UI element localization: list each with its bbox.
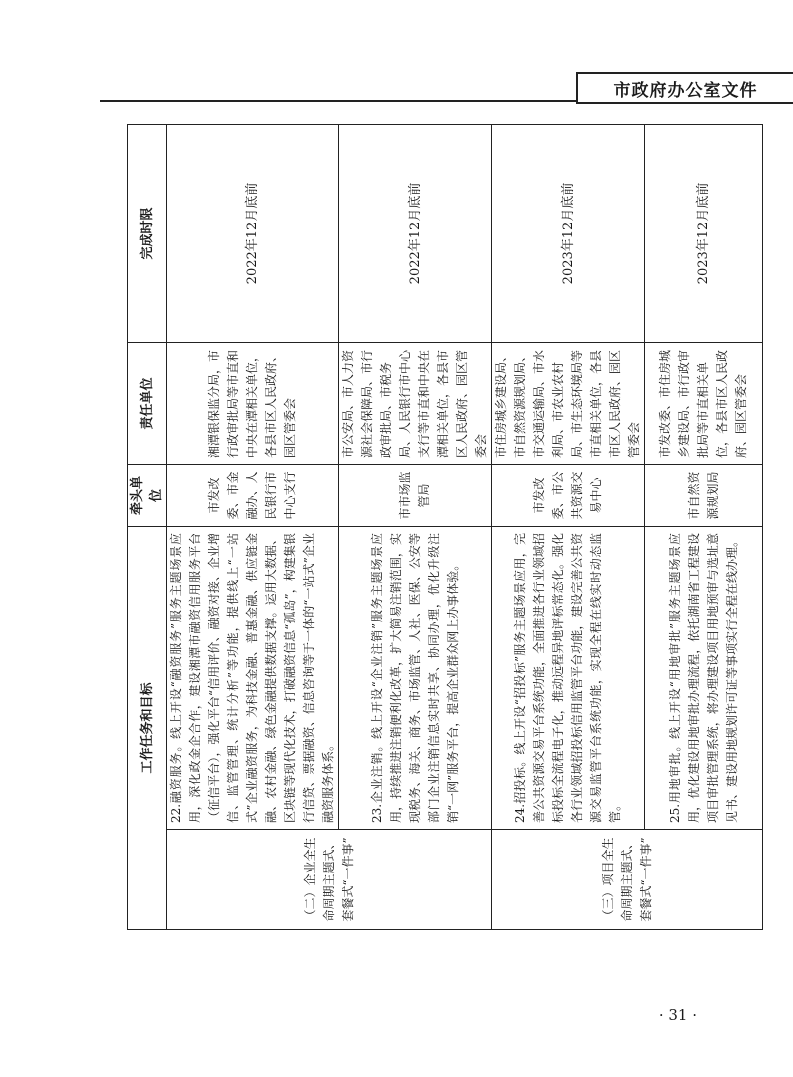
lead-unit: 市自然资源规划局 <box>645 464 763 526</box>
task-text: 23.企业注销。线上开设“企业注销”服务主题场景应用，持续推进注销便利化改革，扩大简易注销范围，实现税务、海关、商务、市场监管、人社、医保、公安等部门企业注销信息实时共享、协同办理，优化升级注销“一网”服务平台，提高企业群众网上办事体验。 <box>339 526 492 829</box>
header-task: 工作任务和目标 <box>128 526 167 929</box>
lead-unit: 市市场监管局 <box>339 464 492 526</box>
group-label: （三）项目全生命周期主题式、套餐式“一件事” <box>492 830 763 930</box>
document-type-badge: 市政府办公室文件 <box>576 72 793 104</box>
header-lead: 牵头单位 <box>128 464 167 526</box>
deadline: 2022年12月底前 <box>167 124 339 342</box>
table-row <box>645 124 763 929</box>
task-text: 24.招投标。线上开设“招投标”服务主题场景应用，完善公共资源交易平台系统功能，全面推进各行业领域招标投标全流程电子化，推动远程异地评标常态化。强化各行业领域招投标信用监管平台功能，建设完善公共资源交易监管平台系统功能，实现全程在线实时动态监管。 <box>492 526 645 829</box>
table-row <box>492 124 645 929</box>
lead-unit: 市发改委、市金融办、人民银行市中心支行 <box>167 464 339 526</box>
deadline: 2023年12月底前 <box>645 124 763 342</box>
task-table <box>127 124 763 930</box>
page-number: · 31 · <box>658 1006 697 1024</box>
responsible-units: 市住房城乡建设局、市自然资源规划局、市交通运输局、市水利局、市农业农村局、市生态环境局等市直相关单位，各县市区人民政府、园区管委会 <box>492 342 645 464</box>
group-label: （二）企业全生命周期主题式、套餐式“一件事” <box>167 830 492 930</box>
responsible-units: 市发改委、市住房城乡建设局、市行政审批局等市直相关单位，各县市区人民政府、园区管委会 <box>645 342 763 464</box>
responsible-units: 市公安局、市人力资源社会保障局、市行政审批局、市税务局、人民银行市中心支行等市直和中央在潭相关单位，各县市区人民政府、园区管委会 <box>339 342 492 464</box>
task-text: 22.融资服务。线上开设“融资服务”服务主题场景应用，深化政金企合作，建设湘潭市融资信用服务平台（征信平台），强化平台“信用评价、融资对接、企业增信、监管管理、统计分析”等功能，提供线上“一站式”企业融资服务，为科技金融、普惠金融、供应链金融、农村金融、绿色金融提供数据支撑。运用大数据、区块链等现代化技术，打破融资信息“孤岛”，构建集银行信贷、票据融资、信息咨询等于一体的“一站式”企业融资服务体系。 <box>167 526 339 829</box>
table-header-row <box>128 124 167 929</box>
header-resp: 责任单位 <box>128 342 167 464</box>
table-row <box>339 124 492 929</box>
deadline: 2022年12月底前 <box>339 124 492 342</box>
table-row <box>167 124 339 929</box>
header-deadline: 完成时限 <box>128 124 167 342</box>
task-text: 25.用地审批。线上开设“用地审批”服务主题场景应用，优化建设用地审批办理流程，依托湖南省工程建设项目审批管理系统，将办理建设项目用地预审与选址意见书、建设用地规划许可证等事项实行全程在线办理。 <box>645 526 763 829</box>
responsible-units: 湘潭银保监分局，市行政审批局等市直和中央在潭相关单位，各县市区人民政府、园区管委会 <box>167 342 339 464</box>
task-table-rotated <box>127 125 748 930</box>
deadline: 2023年12月底前 <box>492 124 645 342</box>
lead-unit: 市发改委、市公共资源交易中心 <box>492 464 645 526</box>
